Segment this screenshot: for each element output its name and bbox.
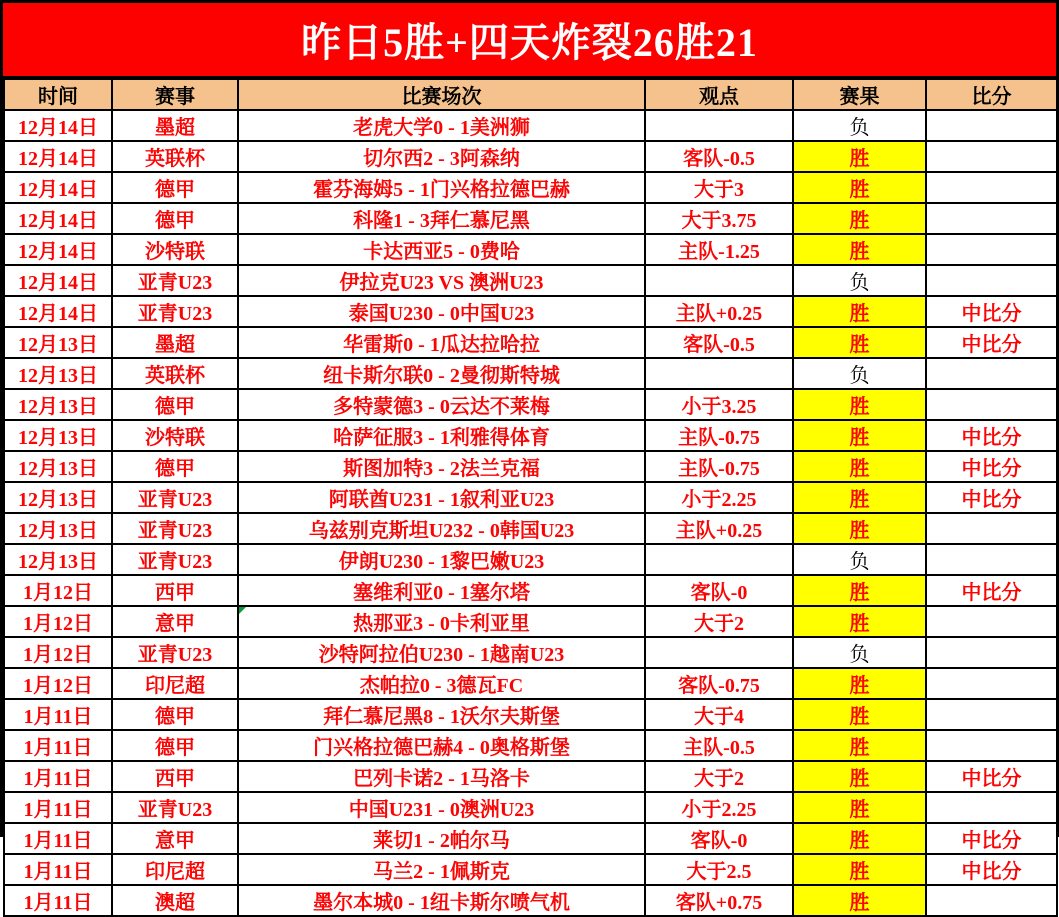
- result-cell: 胜: [793, 699, 926, 730]
- comment-marker-icon: [239, 607, 246, 614]
- view-cell: 客队+0.75: [645, 885, 793, 916]
- league-cell: 西甲: [112, 761, 238, 792]
- result-cell: 胜: [793, 823, 926, 854]
- score-cell: [926, 110, 1057, 141]
- table-row: [4, 203, 1057, 234]
- result-cell: 胜: [793, 389, 926, 420]
- view-cell: 小于2.25: [645, 792, 793, 823]
- view-cell: 小于3.25: [645, 389, 793, 420]
- match-cell: 拜仁慕尼黑8 - 1沃尔夫斯堡: [238, 699, 645, 730]
- view-cell: 客队-0.5: [645, 327, 793, 358]
- col-header-match: 比赛场次: [238, 79, 645, 110]
- view-cell: [645, 265, 793, 296]
- table-row: [4, 265, 1057, 296]
- league-cell: 意甲: [112, 823, 238, 854]
- result-cell: 负: [793, 358, 926, 389]
- match-cell: 伊朗U230 - 1黎巴嫩U23: [238, 544, 645, 575]
- date-cell: 1月11日: [4, 699, 112, 730]
- result-cell: 胜: [793, 761, 926, 792]
- table-row: [4, 110, 1057, 141]
- banner-title: 昨日5胜+四天炸裂26胜21: [301, 20, 758, 65]
- date-cell: 12月14日: [4, 296, 112, 327]
- table-row: [4, 575, 1057, 606]
- league-cell: 西甲: [112, 575, 238, 606]
- view-cell: 大于2: [645, 761, 793, 792]
- date-cell: 1月11日: [4, 761, 112, 792]
- table-row: [4, 668, 1057, 699]
- league-cell: 亚青U23: [112, 513, 238, 544]
- league-cell: 德甲: [112, 451, 238, 482]
- result-cell: 胜: [793, 234, 926, 265]
- match-cell: 塞维利亚0 - 1塞尔塔: [238, 575, 645, 606]
- match-cell: 纽卡斯尔联0 - 2曼彻斯特城: [238, 358, 645, 389]
- view-cell: [645, 110, 793, 141]
- date-cell: 1月11日: [4, 854, 112, 885]
- match-cell: 泰国U230 - 0中国U23: [238, 296, 645, 327]
- date-cell: 12月14日: [4, 141, 112, 172]
- league-cell: 沙特联: [112, 234, 238, 265]
- result-cell: 胜: [793, 885, 926, 916]
- result-cell: 胜: [793, 668, 926, 699]
- score-cell: [926, 172, 1057, 203]
- match-cell: 阿联酋U231 - 1叙利亚U23: [238, 482, 645, 513]
- date-cell: 12月14日: [4, 172, 112, 203]
- result-cell: 负: [793, 110, 926, 141]
- league-cell: 亚青U23: [112, 296, 238, 327]
- match-cell: 老虎大学0 - 1美洲狮: [238, 110, 645, 141]
- score-cell: 中比分: [926, 482, 1057, 513]
- date-cell: 1月12日: [4, 668, 112, 699]
- match-cell: 切尔西2 - 3阿森纳: [238, 141, 645, 172]
- score-cell: [926, 544, 1057, 575]
- table-row: [4, 885, 1057, 916]
- view-cell: 客队-0: [645, 575, 793, 606]
- table-row: [4, 172, 1057, 203]
- table-row: [4, 761, 1057, 792]
- result-cell: 胜: [793, 606, 926, 637]
- result-cell: 胜: [793, 730, 926, 761]
- view-cell: 主队-0.75: [645, 420, 793, 451]
- table-row: [4, 141, 1057, 172]
- view-cell: 小于2.25: [645, 482, 793, 513]
- result-cell: 负: [793, 265, 926, 296]
- view-cell: 主队-0.5: [645, 730, 793, 761]
- table-row: [4, 451, 1057, 482]
- league-cell: 德甲: [112, 730, 238, 761]
- match-cell: 杰帕拉0 - 3德瓦FC: [238, 668, 645, 699]
- result-cell: 负: [793, 637, 926, 668]
- match-cell: 科隆1 - 3拜仁慕尼黑: [238, 203, 645, 234]
- league-cell: 英联杯: [112, 141, 238, 172]
- match-cell: 乌兹别克斯坦U232 - 0韩国U23: [238, 513, 645, 544]
- col-header-view: 观点: [645, 79, 793, 110]
- score-cell: [926, 668, 1057, 699]
- result-cell: 胜: [793, 327, 926, 358]
- view-cell: 大于3: [645, 172, 793, 203]
- match-cell: 斯图加特3 - 2法兰克福: [238, 451, 645, 482]
- match-cell: 莱切1 - 2帕尔马: [238, 823, 645, 854]
- match-cell: 中国U231 - 0澳洲U23: [238, 792, 645, 823]
- table-row: [4, 482, 1057, 513]
- results-table: [3, 78, 1058, 917]
- result-cell: 胜: [793, 482, 926, 513]
- col-header-result: 赛果: [793, 79, 926, 110]
- table-row: [4, 513, 1057, 544]
- date-cell: 1月12日: [4, 575, 112, 606]
- match-cell: 哈萨征服3 - 1利雅得体育: [238, 420, 645, 451]
- league-cell: 英联杯: [112, 358, 238, 389]
- date-cell: 12月14日: [4, 265, 112, 296]
- match-cell: 马兰2 - 1佩斯克: [238, 854, 645, 885]
- view-cell: 主队+0.25: [645, 296, 793, 327]
- table-row: [4, 792, 1057, 823]
- league-cell: 沙特联: [112, 420, 238, 451]
- score-cell: 中比分: [926, 823, 1057, 854]
- date-cell: 12月13日: [4, 389, 112, 420]
- score-cell: [926, 606, 1057, 637]
- score-cell: 中比分: [926, 327, 1057, 358]
- score-cell: [926, 203, 1057, 234]
- view-cell: 客队-0.75: [645, 668, 793, 699]
- view-cell: 大于4: [645, 699, 793, 730]
- date-cell: 1月12日: [4, 606, 112, 637]
- league-cell: 亚青U23: [112, 544, 238, 575]
- date-cell: 12月14日: [4, 234, 112, 265]
- league-cell: 澳超: [112, 885, 238, 916]
- table-row: [4, 637, 1057, 668]
- date-cell: 12月14日: [4, 110, 112, 141]
- score-cell: 中比分: [926, 575, 1057, 606]
- match-cell: 巴列卡诺2 - 1马洛卡: [238, 761, 645, 792]
- view-cell: [645, 637, 793, 668]
- date-cell: 12月13日: [4, 420, 112, 451]
- match-cell: 卡达西亚5 - 0费哈: [238, 234, 645, 265]
- date-cell: 12月13日: [4, 513, 112, 544]
- view-cell: 大于2.5: [645, 854, 793, 885]
- league-cell: 墨超: [112, 110, 238, 141]
- result-cell: 胜: [793, 513, 926, 544]
- view-cell: 主队+0.25: [645, 513, 793, 544]
- table-row: [4, 327, 1057, 358]
- view-cell: [645, 544, 793, 575]
- date-cell: 1月11日: [4, 885, 112, 916]
- league-cell: 亚青U23: [112, 265, 238, 296]
- result-cell: 胜: [793, 420, 926, 451]
- date-cell: 1月12日: [4, 637, 112, 668]
- table-row: [4, 358, 1057, 389]
- header-row: [4, 79, 1057, 110]
- score-cell: 中比分: [926, 854, 1057, 885]
- league-cell: 印尼超: [112, 854, 238, 885]
- league-cell: 德甲: [112, 699, 238, 730]
- view-cell: 大于2: [645, 606, 793, 637]
- table-row: [4, 544, 1057, 575]
- score-cell: 中比分: [926, 420, 1057, 451]
- view-cell: 客队-0.5: [645, 141, 793, 172]
- date-cell: 12月14日: [4, 203, 112, 234]
- view-cell: [645, 358, 793, 389]
- result-cell: 胜: [793, 172, 926, 203]
- score-cell: [926, 389, 1057, 420]
- score-cell: 中比分: [926, 451, 1057, 482]
- league-cell: 德甲: [112, 389, 238, 420]
- date-cell: 12月13日: [4, 358, 112, 389]
- table-row: [4, 389, 1057, 420]
- match-cell: 门兴格拉德巴赫4 - 0奥格斯堡: [238, 730, 645, 761]
- league-cell: 德甲: [112, 172, 238, 203]
- score-cell: [926, 265, 1057, 296]
- results-body: [4, 110, 1057, 916]
- match-cell: 热那亚3 - 0卡利亚里: [238, 606, 645, 637]
- date-cell: 12月13日: [4, 451, 112, 482]
- league-cell: 印尼超: [112, 668, 238, 699]
- score-cell: [926, 730, 1057, 761]
- score-cell: [926, 637, 1057, 668]
- date-cell: 12月13日: [4, 544, 112, 575]
- match-cell: 伊拉克U23 VS 澳洲U23: [238, 265, 645, 296]
- result-cell: 胜: [793, 296, 926, 327]
- score-cell: [926, 792, 1057, 823]
- result-cell: 负: [793, 544, 926, 575]
- view-cell: 客队-0: [645, 823, 793, 854]
- result-cell: 胜: [793, 792, 926, 823]
- result-cell: 胜: [793, 203, 926, 234]
- view-cell: 大于3.75: [645, 203, 793, 234]
- result-cell: 胜: [793, 141, 926, 172]
- score-cell: 中比分: [926, 296, 1057, 327]
- score-cell: [926, 885, 1057, 916]
- table-row: [4, 823, 1057, 854]
- table-row: [4, 730, 1057, 761]
- score-cell: 中比分: [926, 761, 1057, 792]
- date-cell: 1月11日: [4, 730, 112, 761]
- league-cell: 德甲: [112, 203, 238, 234]
- result-cell: 胜: [793, 451, 926, 482]
- table-row: [4, 699, 1057, 730]
- result-cell: 胜: [793, 575, 926, 606]
- table-row: [4, 854, 1057, 885]
- league-cell: 意甲: [112, 606, 238, 637]
- match-cell: 霍芬海姆5 - 1门兴格拉德巴赫: [238, 172, 645, 203]
- match-cell: 华雷斯0 - 1瓜达拉哈拉: [238, 327, 645, 358]
- league-cell: 亚青U23: [112, 637, 238, 668]
- score-cell: [926, 699, 1057, 730]
- table-row: [4, 234, 1057, 265]
- col-header-score: 比分: [926, 79, 1057, 110]
- date-cell: 1月11日: [4, 823, 112, 854]
- score-cell: [926, 513, 1057, 544]
- table-row: [4, 420, 1057, 451]
- score-cell: [926, 358, 1057, 389]
- match-cell: 多特蒙德3 - 0云达不莱梅: [238, 389, 645, 420]
- col-header-league: 赛事: [112, 79, 238, 110]
- league-cell: 墨超: [112, 327, 238, 358]
- result-cell: 胜: [793, 854, 926, 885]
- league-cell: 亚青U23: [112, 792, 238, 823]
- match-cell: 沙特阿拉伯U230 - 1越南U23: [238, 637, 645, 668]
- table-row: [4, 296, 1057, 327]
- col-header-time: 时间: [4, 79, 112, 110]
- date-cell: 1月11日: [4, 792, 112, 823]
- date-cell: 12月13日: [4, 327, 112, 358]
- league-cell: 亚青U23: [112, 482, 238, 513]
- date-cell: 12月13日: [4, 482, 112, 513]
- score-cell: [926, 141, 1057, 172]
- view-cell: 主队-1.25: [645, 234, 793, 265]
- view-cell: 主队-0.75: [645, 451, 793, 482]
- banner: [3, 3, 1056, 78]
- table-row: [4, 606, 1057, 637]
- score-cell: [926, 234, 1057, 265]
- match-cell: 墨尔本城0 - 1纽卡斯尔喷气机: [238, 885, 645, 916]
